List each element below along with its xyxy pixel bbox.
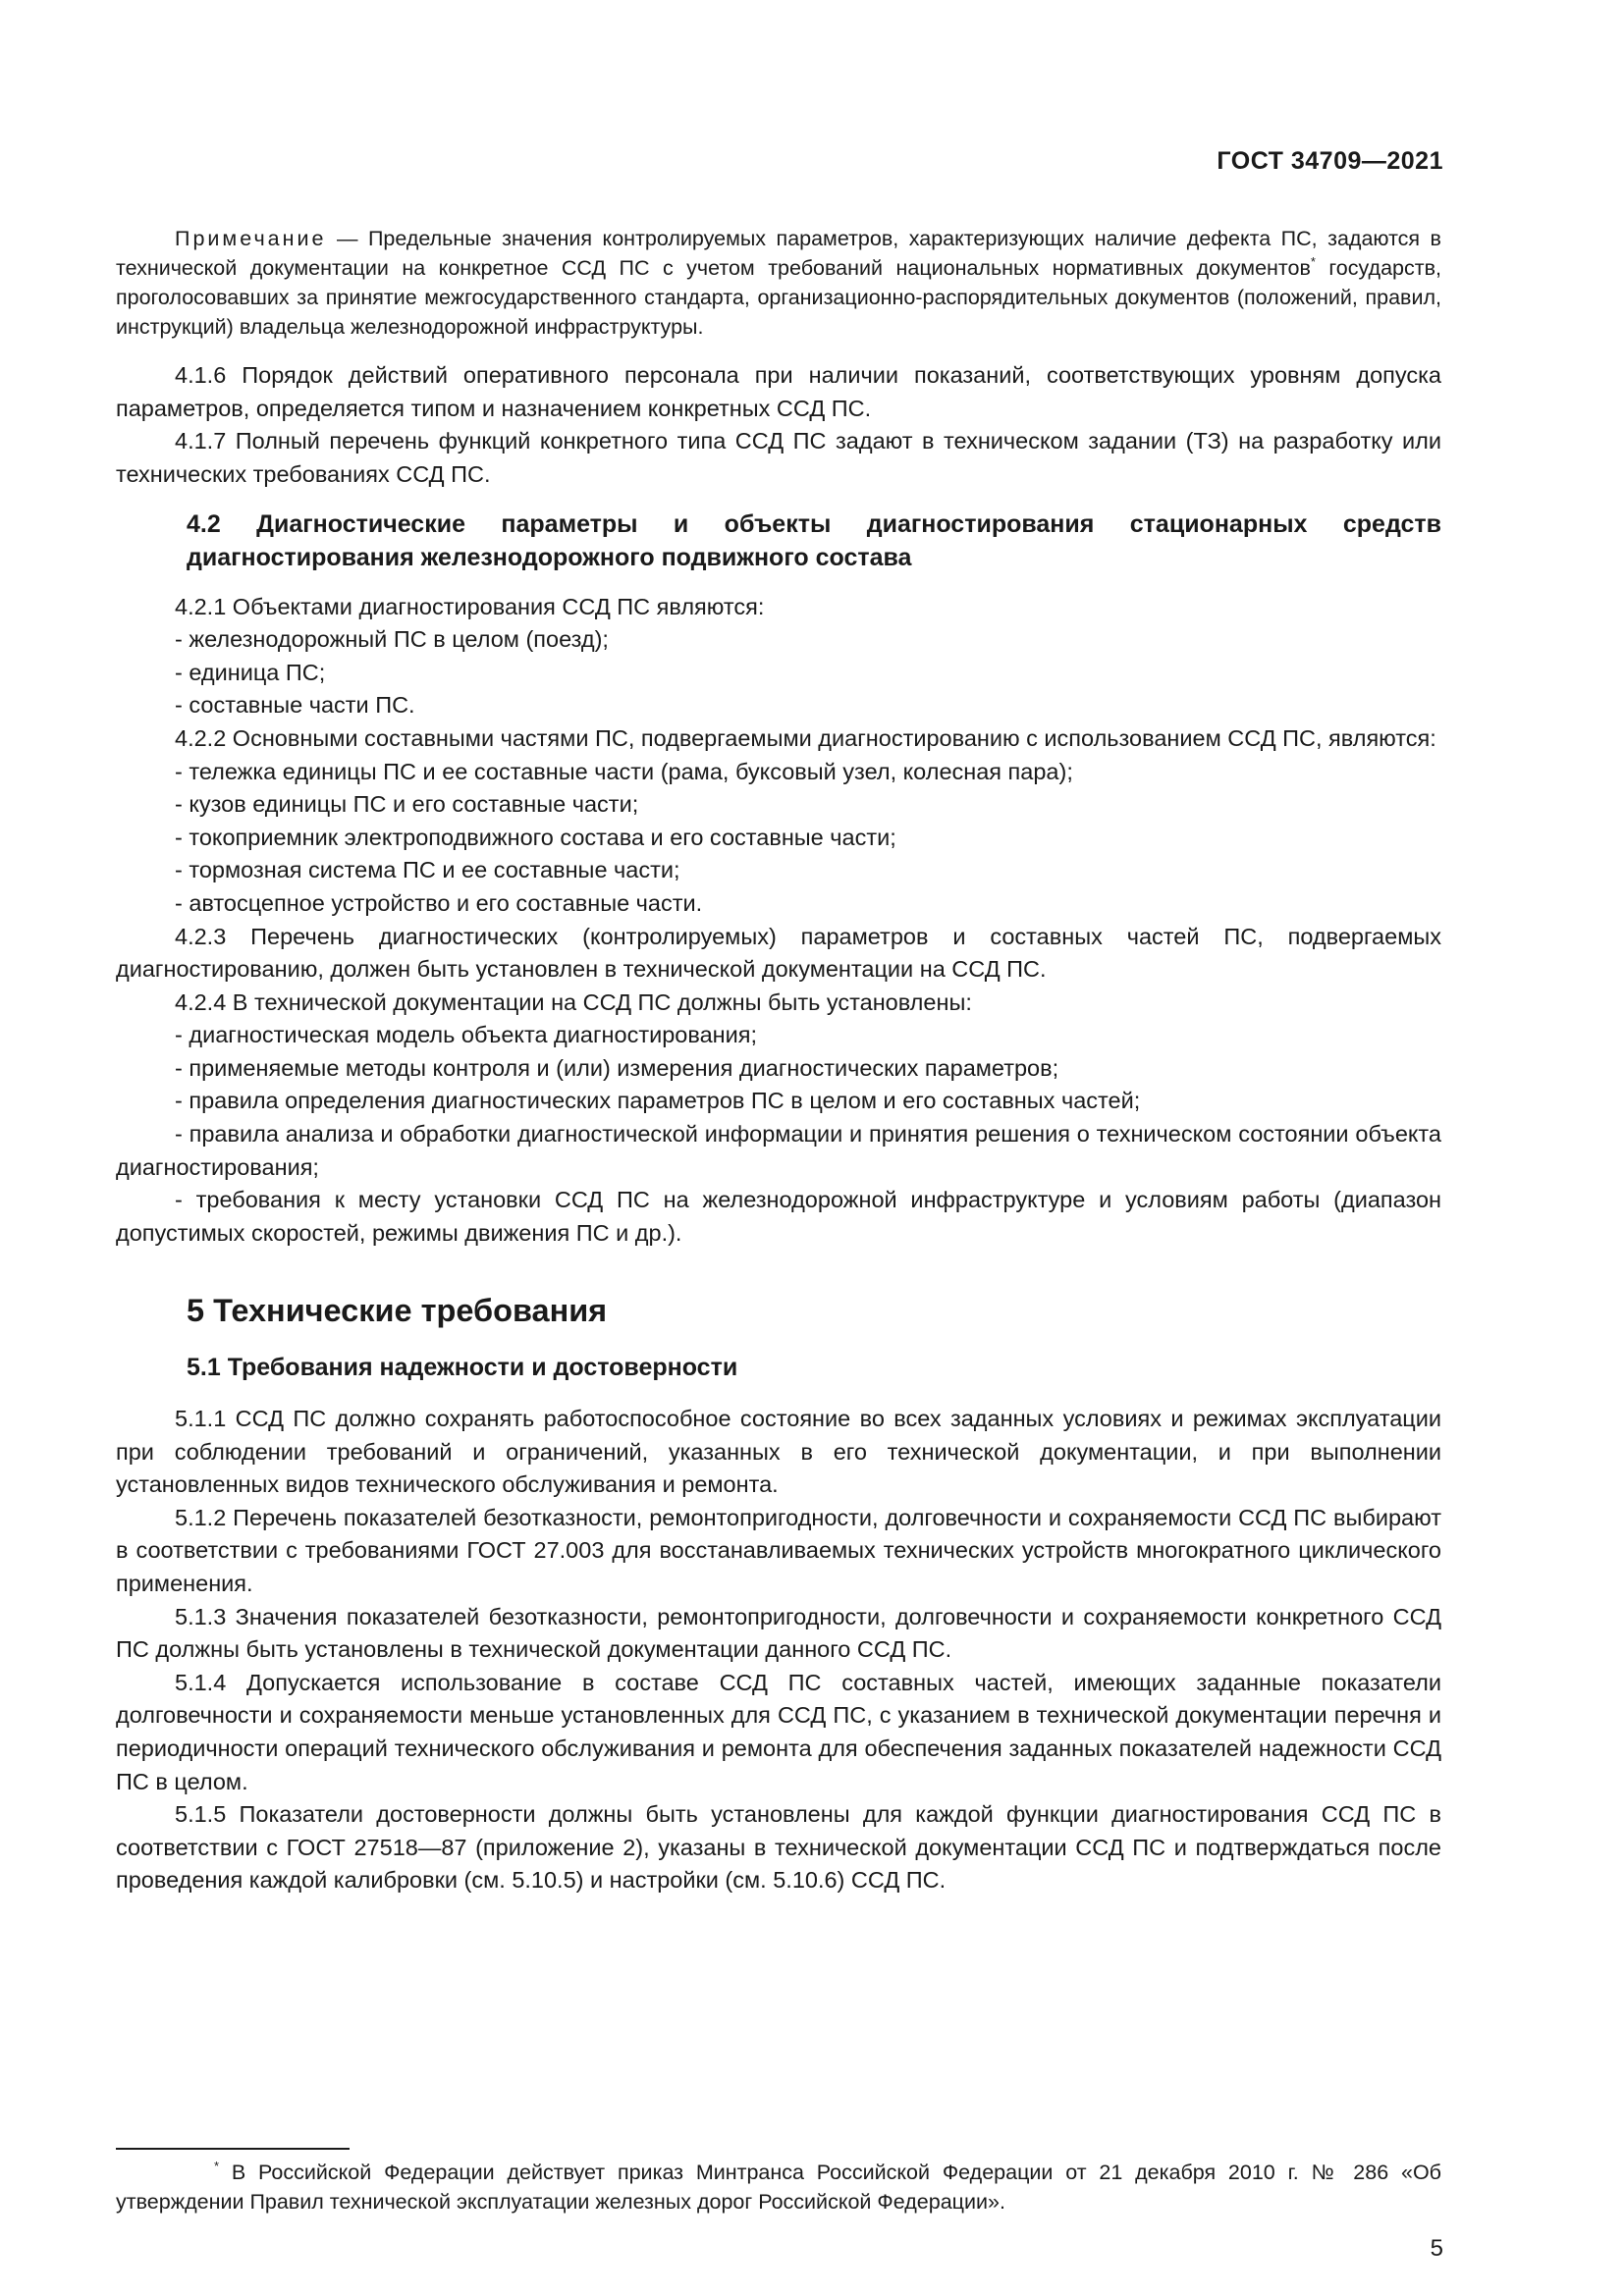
list-item: - тележка единицы ПС и ее составные части (рама, буксовый узел, колесная пара);	[175, 758, 1073, 784]
note-text-1: Предельные значения контролируемых параметров, характеризующих наличие дефекта ПС, задаются в технической документации на конкретное ССД ПС с учетом требований национальных нормативных документов	[116, 227, 1441, 280]
note-label: Примечание	[175, 227, 327, 250]
footnote-mark: *	[1310, 254, 1316, 269]
document-id: ГОСТ 34709—2021	[1217, 147, 1443, 175]
list-item: - применяемые методы контроля и (или) измерения диагностических параметров;	[175, 1054, 1059, 1081]
list-item: - правила определения диагностических параметров ПС в целом и его составных частей;	[175, 1088, 1141, 1114]
section-4-2-title: 4.2 Диагностические параметры и объекты диагностирования стационарных средств диагностирования железнодорожного подвижного состава	[187, 510, 1441, 571]
paragraph-4-2-2: 4.2.2 Основными составными частями ПС, подвергаемыми диагностированию с использованием ССД ПС, являются:	[175, 724, 1436, 751]
paragraph-5-1-1: 5.1.1 ССД ПС должно сохранять работоспособное состояние во всех заданных условиях и режимах эксплуатации при соблюдении требований и ограничений, указанных в его технической документации, и при выполнении установленных видов технического обслуживания и ремонта.	[116, 1406, 1441, 1498]
list-item: - требования к месту установки ССД ПС на железнодорожной инфраструктуре и условиям работы (диапазон допустимых скоростей, режимы движения ПС и др.).	[116, 1187, 1441, 1246]
list-item: - железнодорожный ПС в целом (поезд);	[175, 626, 609, 653]
list-item: - диагностическая модель объекта диагностирования;	[175, 1022, 758, 1048]
paragraph-5-1-2: 5.1.2 Перечень показателей безотказности, ремонтопригодности, долговечности и сохраняемости ССД ПС выбирают в соответствии с требованиями ГОСТ 27.003 для восстанавливаемых технических устройств многократного циклического применения.	[116, 1504, 1441, 1596]
list-item: - токоприемник электроподвижного состава и его составные части;	[175, 824, 896, 850]
note-paragraph	[116, 224, 1441, 342]
section-5-1-title: 5.1 Требования надежности и достоверности	[187, 1354, 738, 1382]
list-item: - единица ПС;	[175, 659, 326, 685]
list-item: - автосцепное устройство и его составные части.	[175, 889, 703, 916]
paragraph-4-1-7: 4.1.7 Полный перечень функций конкретного типа ССД ПС задают в техническом задании (ТЗ) на разработку или технических требованиях ССД ПС.	[116, 428, 1441, 487]
paragraph-5-1-3: 5.1.3 Значения показателей безотказности, ремонтопригодности, долговечности и сохраняемости конкретного ССД ПС должны быть установлены в технической документации данного ССД ПС.	[116, 1603, 1441, 1663]
main-content	[116, 224, 1441, 1897]
list-item: - составные части ПС.	[175, 692, 415, 719]
section-5-title: 5 Технические требования	[187, 1293, 608, 1329]
paragraph-4-2-1: 4.2.1 Объектами диагностирования ССД ПС являются:	[175, 593, 765, 619]
list-item: - кузов единицы ПС и его составные части;	[175, 791, 639, 818]
footnote-text-block	[116, 2158, 1441, 2216]
paragraph-4-1-6: 4.1.6 Порядок действий оперативного персонала при наличии показаний, соответствующих уровням допуска параметров, определяется типом и назначением конкретных ССД ПС.	[116, 362, 1441, 421]
page-number: 5	[1430, 2235, 1443, 2262]
note-text-2: государств, проголосовавших за принятие межгосударственного стандарта, организационно-распорядительных документов (положений, правил, инструкций) владельца железнодорожной инфраструктуры.	[116, 256, 1441, 339]
list-item: - тормозная система ПС и ее составные части;	[175, 857, 680, 883]
list-item: - правила анализа и обработки диагностической информации и принятия решения о техническом состоянии объекта диагностирования;	[116, 1121, 1441, 1180]
footnote	[116, 2158, 1441, 2216]
paragraph-4-2-3: 4.2.3 Перечень диагностических (контролируемых) параметров и составных частей ПС, подвергаемых диагностированию, должен быть установлен в технической документации на ССД ПС.	[116, 923, 1441, 983]
footnote-divider	[116, 2148, 350, 2150]
paragraph-4-2-4: 4.2.4 В технической документации на ССД ПС должны быть установлены:	[175, 988, 972, 1015]
footnote-mark: *	[214, 2159, 220, 2173]
footnote-text: В Российской Федерации действует приказ Минтранса Российской Федерации от 21 декабря 2010 г. № 286 «Об утверждении Правил технической эксплуатации железных дорог Российской Федерации».	[116, 2161, 1441, 2214]
note-dash: —	[326, 227, 368, 250]
paragraph-5-1-5: 5.1.5 Показатели достоверности должны быть установлены для каждой функции диагностирования ССД ПС в соответствии с ГОСТ 27518—87 (приложение 2), указаны в технической документации ССД ПС и подтверждаться после проведения каждой калибровки (см. 5.10.5) и настройки (см. 5.10.6) ССД ПС.	[116, 1801, 1441, 1894]
paragraph-5-1-4: 5.1.4 Допускается использование в составе ССД ПС составных частей, имеющих заданные показатели долговечности и сохраняемости меньше установленных для ССД ПС, с указанием в технической документации перечня и периодичности операций технического обслуживания и ремонта для обеспечения заданных показателей надежности ССД ПС в целом.	[116, 1669, 1441, 1794]
